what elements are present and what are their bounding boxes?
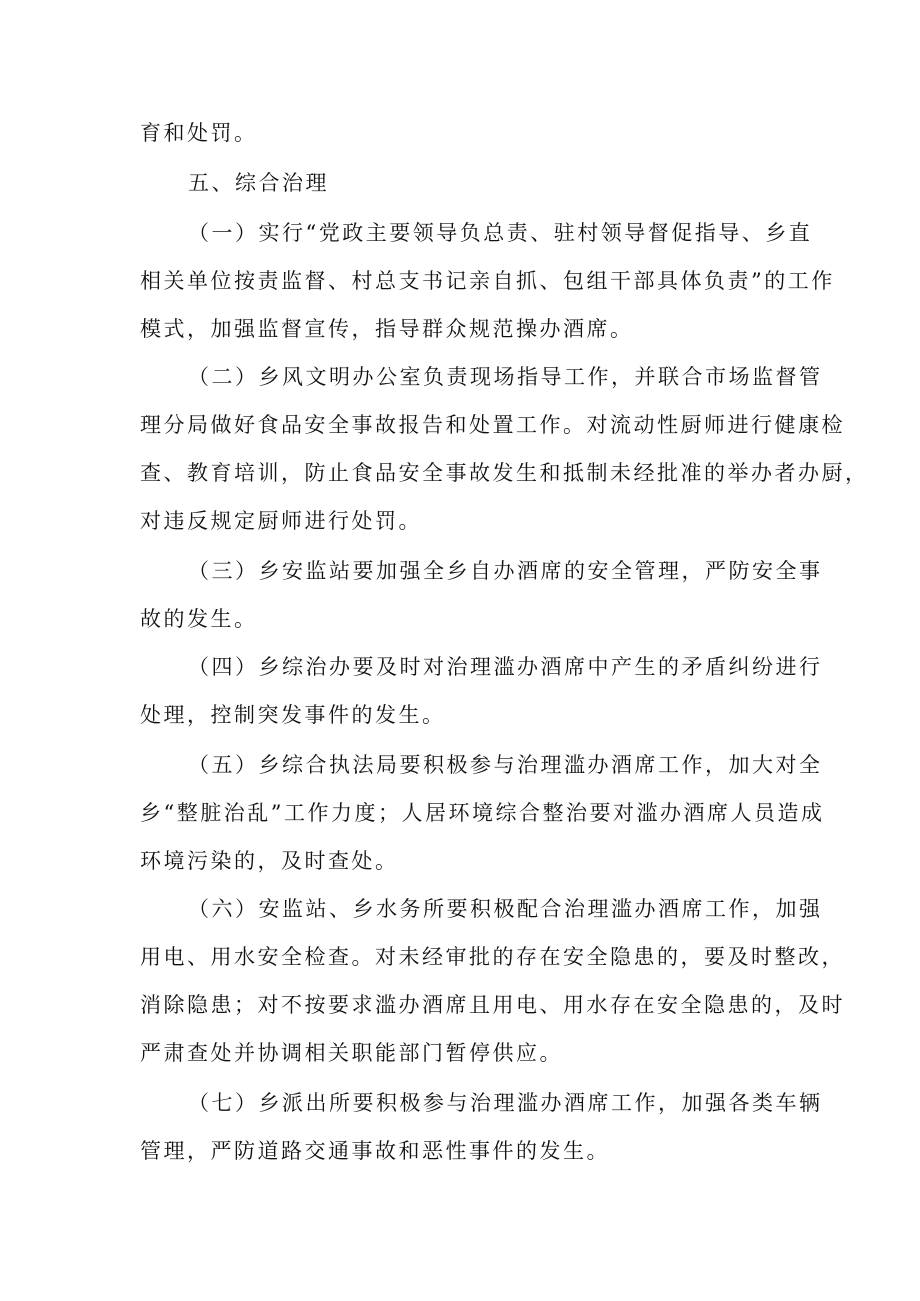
paragraph-5-line-1: （五）乡综合执法局要积极参与治理滥办酒席工作，加大对全 xyxy=(188,753,823,777)
paragraph-6-line-1: （六）安监站、乡水务所要积极配合治理滥办酒席工作，加强 xyxy=(188,897,823,921)
paragraph-1-line-1: （一）实行“党政主要领导负总责、驻村领导督促指导、乡直 xyxy=(188,221,813,245)
paragraph-2-line-1: （二）乡风文明办公室负责现场指导工作，并联合市场监督管 xyxy=(188,365,823,389)
paragraph-6-line-2: 用电、用水安全检查。对未经审批的存在安全隐患的，要及时整改， xyxy=(140,945,845,969)
paragraph-7-line-1: （七）乡派出所要积极参与治理滥办酒席工作，加强各类车辆 xyxy=(188,1091,823,1115)
paragraph-7-line-2: 管理，严防道路交通事故和恶性事件的发生。 xyxy=(140,1139,610,1163)
text-line: 育和处罚。 xyxy=(140,121,258,145)
paragraph-1-line-2: 相关单位按责监督、村总支书记亲自抓、包组干部具体负责”的工作 xyxy=(140,269,835,293)
paragraph-4-line-1: （四）乡综治办要及时对治理滥办酒席中产生的矛盾纠纷进行 xyxy=(188,655,823,679)
paragraph-3-line-1: （三）乡安监站要加强全乡自办酒席的安全管理，严防安全事 xyxy=(188,559,823,583)
paragraph-6-line-4: 严肃查处并协调相关职能部门暂停供应。 xyxy=(140,1041,563,1065)
paragraph-4-line-2: 处理，控制突发事件的发生。 xyxy=(140,703,446,727)
paragraph-2-line-3: 查、教育培训，防止食品安全事故发生和抵制未经批准的举办者办厨， xyxy=(140,461,869,485)
paragraph-5-line-2: 乡“整脏治乱”工作力度；人居环境综合整治要对滥办酒席人员造成 xyxy=(140,801,825,825)
paragraph-1-line-3: 模式，加强监督宣传，指导群众规范操办酒席。 xyxy=(140,317,634,341)
paragraph-2-line-4: 对违反规定厨师进行处罚。 xyxy=(140,509,422,533)
paragraph-5-line-3: 环境污染的，及时查处。 xyxy=(140,849,399,873)
paragraph-2-line-2: 理分局做好食品安全事故报告和处置工作。对流动性厨师进行健康检 xyxy=(140,413,845,437)
paragraph-3-line-2: 故的发生。 xyxy=(140,607,258,631)
section-heading: 五、综合治理 xyxy=(188,171,329,195)
paragraph-6-line-3: 消除隐患；对不按要求滥办酒席且用电、用水存在安全隐患的，及时 xyxy=(140,993,845,1017)
